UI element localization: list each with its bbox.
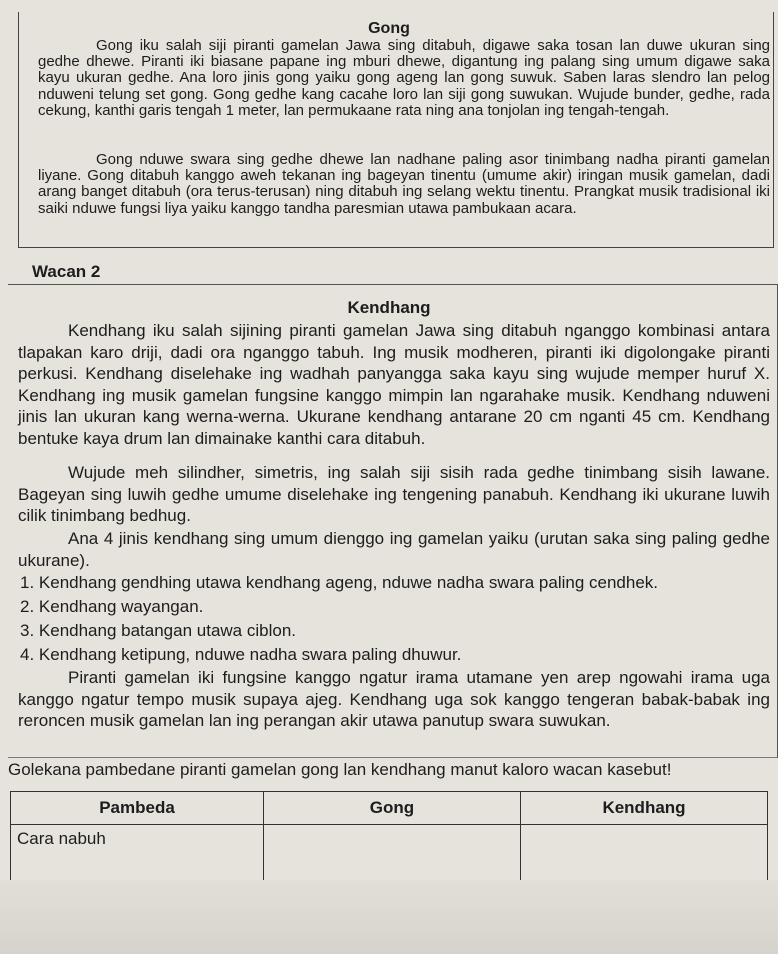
kendhang-title: Kendhang — [347, 298, 431, 317]
gong-paragraph-1: Gong iku salah siji piranti gamelan Jawa sing ditabuh, digawe saka tosan lan duwe ukuran sing gedhe dhewe. Piranti iki biasane papane ing mburi dhewe, digantung ing palang sing umum digawe saka kayu ukuran gedhe. Ana loro jinis gong yaiku gong ageng lan gong suwuk. Saben laras slendro lan pelog nduweni telung set gong. Gong gedhe kang cacahe loro lan siji gong suwukan. Wujude bunder, gedhe, rada cekung, kanthi garis tengah 1 meter, lan permukaane rata ning ana tonjolan ing tengah-tengah. — [38, 37, 770, 119]
table-header-row — [11, 792, 768, 825]
header-gong: Gong — [264, 792, 521, 825]
list-item: 4. Kendhang ketipung, nduwe nadha swara paling dhuwur. — [20, 645, 462, 664]
gong-title: Gong — [368, 20, 410, 37]
wacan-2-label: Wacan 2 — [32, 262, 101, 281]
list-item: 3. Kendhang batangan utawa ciblon. — [20, 621, 297, 640]
list-item: 2. Kendhang wayangan. — [20, 597, 204, 616]
kendhang-paragraph-3: Ana 4 jinis kendhang sing umum dienggo ing gamelan yaiku (urutan saka sing paling gedhe ukurane). — [18, 529, 770, 570]
cell-gong-answer[interactable] — [264, 825, 521, 884]
kendhang-paragraph-4: Piranti gamelan iki fungsine kanggo ngatur irama utamane yen arep ngowahi irama uga kanggo ngatur tempo musik supaya ajeg. Kendhang uga sok kanggo tengeran babak-babak ing reroncen musik gamelan lan ing perangan akir utawa panutup swara suwukan. — [18, 668, 770, 730]
kendhang-paragraph-1: Kendhang iku salah sijining piranti gamelan Jawa sing ditabuh nganggo kombinasi antara tlapakan karo driji, dadi ora nganggo tabuh. Ing musik modheren, piranti iki digolongake piranti perkusi. Kendhang diselehake ing wadhah panyangga saka kayu sing wujude memper huruf X. Kendhang ing musik gamelan fungsine kanggo mimpin lan ngarahake musik. Kendhang nduweni jinis lan ukuran kang werna-werna. Ukurane kendhang antarane 20 cm nganti 45 cm. Kendhang bentuke kaya drum lan dimainake kanthi cara ditabuh. — [18, 321, 770, 448]
page-bottom-margin — [0, 880, 778, 954]
table-row — [11, 825, 768, 884]
header-kendhang: Kendhang — [521, 792, 768, 825]
question-prompt: Golekana pambedane piranti gamelan gong lan kendhang manut kaloro wacan kasebut! — [8, 760, 672, 779]
header-pambeda: Pambeda — [11, 792, 264, 825]
cell-kendhang-answer[interactable] — [521, 825, 768, 884]
kendhang-paragraph-2: Wujude meh silindher, simetris, ing salah siji sisih rada gedhe tinimbang sisih lawane. Bageyan sing luwih gedhe umume diselehake ing tengening panabuh. Kendhang iki ukurane luwih cilik tinimbang bedhug. — [18, 463, 770, 525]
cell-pambeda: Cara nabuh — [11, 825, 264, 884]
gong-paragraph-2: Gong nduwe swara sing gedhe dhewe lan nadhane paling asor tinimbang nadha piranti gamelan liyane. Gong ditabuh kanggo aweh tekanan ing bageyan tinentu (umume akir) iringan musik gamelan, dadi arang banget ditabuh (ora terus-terusan) ning ditabuh ing selang wektu tinentu. Prangkat musik tradisional iki saiki nduwe fungsi liya yaiku kanggo tandha paresmian utawa pambukaan acara. — [38, 151, 770, 217]
comparison-table — [10, 791, 768, 884]
list-item: 1. Kendhang gendhing utawa kendhang ageng, nduwe nadha swara paling cendhek. — [20, 573, 659, 592]
kendhang-types-list — [20, 571, 770, 667]
